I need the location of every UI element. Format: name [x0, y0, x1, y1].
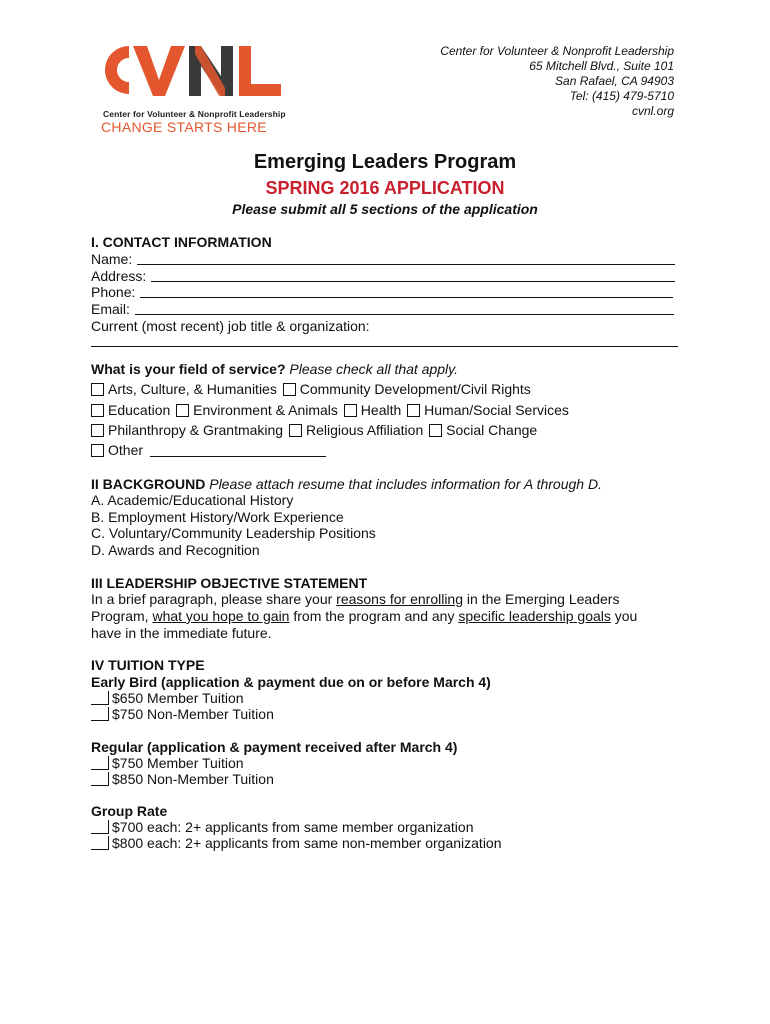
objective-text-5: you: [610, 608, 638, 624]
checkbox-arts[interactable]: [91, 383, 104, 396]
group-heading: Group Rate: [91, 803, 168, 819]
job-field[interactable]: [91, 346, 678, 347]
email-field[interactable]: [135, 314, 674, 315]
checkbox-health[interactable]: [344, 404, 357, 417]
option-religious: Religious Affiliation: [305, 422, 424, 438]
regular-heading: Regular (application & payment received after March 4): [91, 739, 458, 755]
objective-heading: III LEADERSHIP OBJECTIVE STATEMENT: [91, 575, 368, 591]
regular-nonmember-row: [91, 771, 274, 787]
job-label: Current (most recent) job title & organization:: [91, 318, 370, 334]
checkbox-human-services[interactable]: [407, 404, 420, 417]
regular-nonmember-label: $850 Non-Member Tuition: [112, 771, 274, 787]
checkbox-early-nonmember[interactable]: [91, 707, 109, 721]
field-row-4: [89, 442, 143, 458]
objective-text-6: have in the immediate future.: [91, 625, 272, 641]
application-title: SPRING 2016 APPLICATION: [265, 178, 505, 198]
checkbox-education[interactable]: [91, 404, 104, 417]
checkbox-community[interactable]: [283, 383, 296, 396]
email-label: Email:: [91, 301, 130, 317]
option-health: Health: [360, 402, 402, 418]
option-community: Community Development/Civil Rights: [299, 381, 531, 397]
address-tel: Tel: (415) 479-5710: [569, 89, 674, 103]
regular-member-row: [91, 755, 244, 771]
field-row-3: [89, 422, 537, 438]
objective-underline-2: what you hope to gain: [152, 608, 290, 624]
checkbox-religious[interactable]: [289, 424, 302, 437]
checkbox-regular-nonmember[interactable]: [91, 772, 109, 786]
field-question: [91, 361, 458, 377]
tuition-heading: IV TUITION TYPE: [91, 657, 205, 673]
option-education: Education: [108, 402, 171, 418]
checkbox-other[interactable]: [91, 444, 104, 457]
phone-field[interactable]: [140, 297, 673, 298]
other-field[interactable]: [150, 456, 326, 457]
option-environment: Environment & Animals: [193, 402, 338, 418]
objective-underline-3: specific leadership goals: [458, 608, 611, 624]
cvnl-letters-graphic: [97, 40, 282, 100]
objective-text-1: In a brief paragraph, please share your: [91, 591, 337, 607]
option-other: Other: [108, 442, 144, 458]
background-item-c: C. Voluntary/Community Leadership Positions: [91, 525, 376, 541]
checkbox-early-member[interactable]: [91, 691, 109, 705]
option-human-services: Human/Social Services: [424, 402, 569, 418]
phone-label: Phone:: [91, 284, 136, 300]
address-city: San Rafael, CA 94903: [555, 74, 674, 88]
checkbox-social-change[interactable]: [429, 424, 442, 437]
name-label: Name:: [91, 251, 133, 267]
field-row-1: [89, 381, 531, 397]
program-title: Emerging Leaders Program: [253, 151, 517, 173]
contact-heading: I. CONTACT INFORMATION: [91, 234, 272, 250]
address-web: cvnl.org: [631, 104, 674, 118]
checkbox-environment[interactable]: [176, 404, 189, 417]
objective-text-3: Program,: [91, 608, 153, 624]
group-nonmember-label: $800 each: 2+ applicants from same non-member organization: [112, 835, 502, 851]
checkbox-group-member[interactable]: [91, 820, 109, 834]
address-field[interactable]: [151, 281, 675, 282]
background-hint: Please attach resume that includes information for A through D.: [209, 476, 602, 492]
group-nonmember-row: [91, 835, 502, 851]
group-member-row: [91, 819, 473, 835]
background-item-b: B. Employment History/Work Experience: [91, 509, 344, 525]
field-hint: Please check all that apply.: [289, 361, 459, 377]
objective-underline-1: reasons for enrolling: [336, 591, 464, 607]
early-nonmember-row: [91, 706, 274, 722]
checkbox-regular-member[interactable]: [91, 756, 109, 770]
group-member-label: $700 each: 2+ applicants from same member organization: [112, 819, 474, 835]
background-heading: II BACKGROUND: [91, 476, 206, 492]
early-nonmember-label: $750 Non-Member Tuition: [112, 706, 274, 722]
field-question-text: What is your field of service?: [91, 361, 286, 377]
option-social-change: Social Change: [446, 422, 538, 438]
option-arts: Arts, Culture, & Humanities: [108, 381, 277, 397]
background-heading-line: [91, 476, 602, 492]
submit-instruction: Please submit all 5 sections of the application: [232, 201, 538, 217]
early-member-row: [91, 690, 244, 706]
objective-paragraph: [91, 591, 681, 642]
early-member-label: $650 Member Tuition: [112, 690, 244, 706]
address-org: Center for Volunteer & Nonprofit Leadership: [440, 44, 674, 58]
early-bird-heading: Early Bird (application & payment due on or before March 4): [91, 674, 491, 690]
cvnl-logo: [97, 40, 287, 140]
background-item-a: A. Academic/Educational History: [91, 492, 294, 508]
field-row-2: [89, 402, 569, 418]
regular-member-label: $750 Member Tuition: [112, 755, 244, 771]
address-block: [440, 44, 674, 119]
logo-tagline: CHANGE STARTS HERE: [101, 119, 267, 135]
logo-subtitle: Center for Volunteer & Nonprofit Leadership: [103, 109, 286, 119]
objective-text-4: from the program and any: [289, 608, 459, 624]
address-label: Address:: [91, 268, 147, 284]
address-street: 65 Mitchell Blvd., Suite 101: [529, 59, 674, 73]
background-item-d: D. Awards and Recognition: [91, 542, 260, 558]
checkbox-group-nonmember[interactable]: [91, 836, 109, 850]
objective-text-2: in the Emerging Leaders: [463, 591, 620, 607]
checkbox-philanthropy[interactable]: [91, 424, 104, 437]
name-field[interactable]: [137, 264, 675, 265]
option-philanthropy: Philanthropy & Grantmaking: [108, 422, 284, 438]
